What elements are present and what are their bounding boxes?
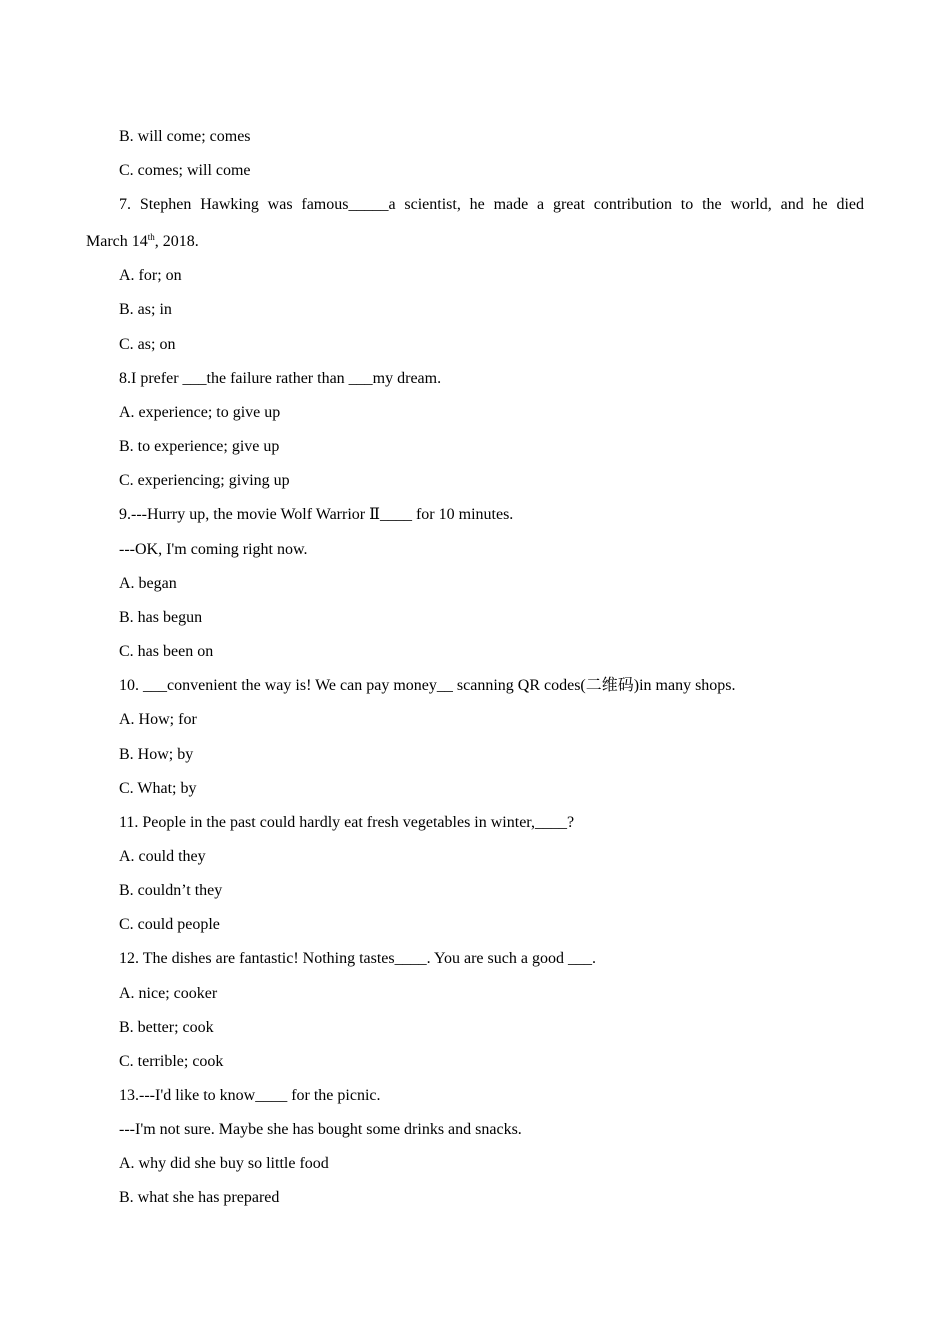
option-11b: B. couldn’t they xyxy=(119,882,223,899)
option-8c: C. experiencing; giving up xyxy=(119,472,290,489)
option-9a: A. began xyxy=(119,575,177,592)
option-8b: B. to experience; give up xyxy=(119,438,280,455)
date-suffix: th xyxy=(147,232,155,242)
option-6c: C. comes; will come xyxy=(119,162,251,179)
date-year: , 2018. xyxy=(154,233,199,250)
option-6b: B. will come; comes xyxy=(119,128,251,145)
question-12-text: 12. The dishes are fantastic! Nothing tastes____. You are such a good ___. xyxy=(119,950,596,967)
option-9b: B. has begun xyxy=(119,609,203,626)
option-9c: C. has been on xyxy=(119,643,214,660)
option-12b: B. better; cook xyxy=(119,1019,214,1036)
option-12c: C. terrible; cook xyxy=(119,1053,224,1070)
option-11a: A. could they xyxy=(119,848,206,865)
question-13-text: 13.---I'd like to know____ for the picnic. xyxy=(119,1087,381,1104)
question-9-reply: ---OK, I'm coming right now. xyxy=(119,541,308,558)
question-8-text: 8.I prefer ___the failure rather than ___my dream. xyxy=(119,370,442,387)
option-13a: A. why did she buy so little food xyxy=(119,1155,329,1172)
question-13-reply: ---I'm not sure. Maybe she has bought some drinks and snacks. xyxy=(119,1121,522,1138)
option-10c: C. What; by xyxy=(119,780,197,797)
option-10a: A. How; for xyxy=(119,711,197,728)
option-7a: A. for; on xyxy=(119,267,182,284)
date-text: March 14 xyxy=(86,233,148,250)
question-7-text: 7. Stephen Hawking was famous_____a scientist, he made a great contribution to the world, and he died xyxy=(119,196,864,213)
question-10-text: 10. ___convenient the way is! We can pay money__ scanning QR codes(二维码)in many shops. xyxy=(119,677,736,694)
question-9-text: 9.---Hurry up, the movie Wolf Warrior Ⅱ____ for 10 minutes. xyxy=(119,506,514,523)
question-11-text: 11. People in the past could hardly eat fresh vegetables in winter,____? xyxy=(119,814,575,831)
option-12a: A. nice; cooker xyxy=(119,985,218,1002)
option-10b: B. How; by xyxy=(119,746,194,763)
option-7c: C. as; on xyxy=(119,336,176,353)
option-8a: A. experience; to give up xyxy=(119,404,281,421)
option-11c: C. could people xyxy=(119,916,220,933)
option-13b: B. what she has prepared xyxy=(119,1189,280,1206)
option-7b: B. as; in xyxy=(119,301,172,318)
question-7-continuation xyxy=(86,232,199,252)
